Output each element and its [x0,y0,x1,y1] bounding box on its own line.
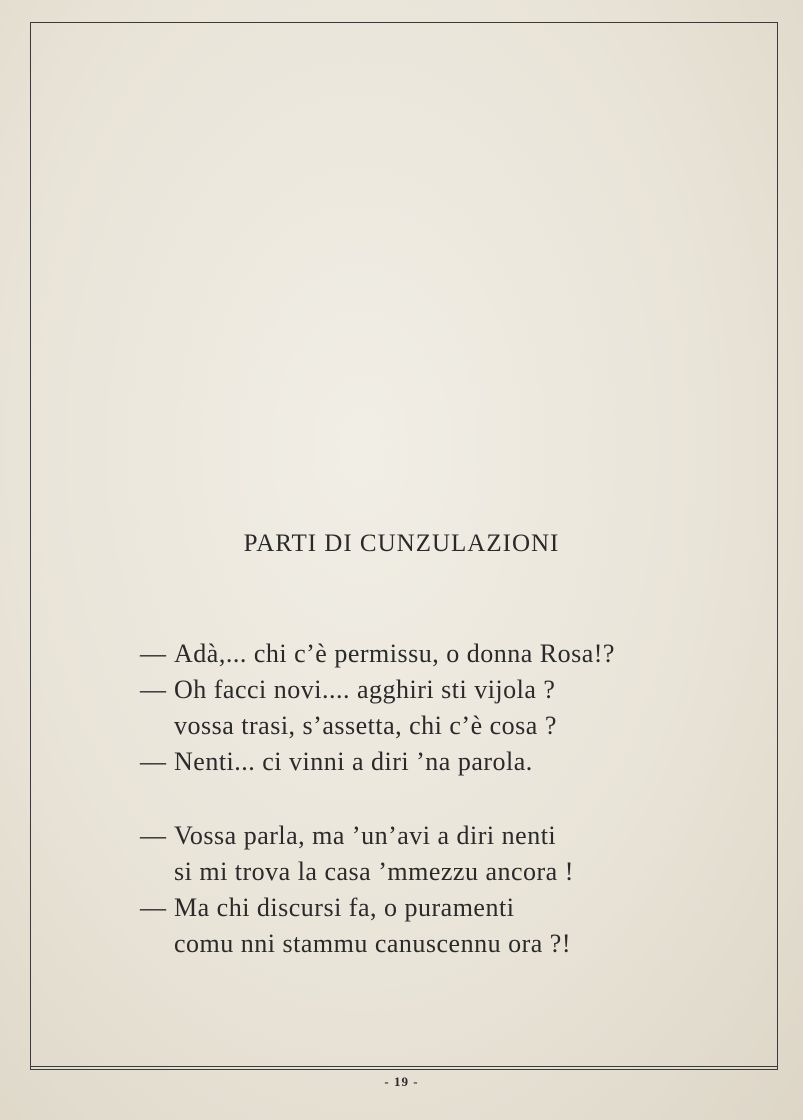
dialogue-dash: — [140,893,167,922]
verse-text: Ma chi discursi fa, o puramenti [174,893,515,922]
stanza-1 [140,636,700,780]
verse-line [140,744,700,780]
verse-text: comu nni stammu canuscennu ora ?! [174,929,571,958]
verse-line [140,708,700,744]
poem-title: PARTI DI CUNZULAZIONI [243,530,560,557]
verse-text: Nenti... ci vinni a diri ’na parola. [174,747,533,776]
verse-text: vossa trasi, s’assetta, chi c’è cosa ? [174,711,557,740]
dialogue-dash: — [140,675,167,704]
dialogue-dash: — [140,747,167,776]
verse-line [140,636,700,672]
verse-line [140,926,700,962]
stanza-2 [140,818,700,962]
verse-line [140,854,700,890]
footer [30,1066,778,1067]
verse-text: Vossa parla, ma ’un’avi a diri nenti [174,821,557,850]
dialogue-dash: — [140,639,167,668]
verse-line [140,672,700,708]
footer-rule [30,1066,778,1067]
dialogue-dash: — [140,821,167,850]
verse-text: Adà,... chi c’è permissu, o donna Rosa!? [174,639,615,668]
verse-text: Oh facci novi.... agghiri sti vijola ? [174,675,556,704]
verse-line [140,818,700,854]
page-number: - 19 - [384,1074,419,1089]
verse-line [140,890,700,926]
verse-text: si mi trova la casa ’mmezzu ancora ! [174,857,574,886]
